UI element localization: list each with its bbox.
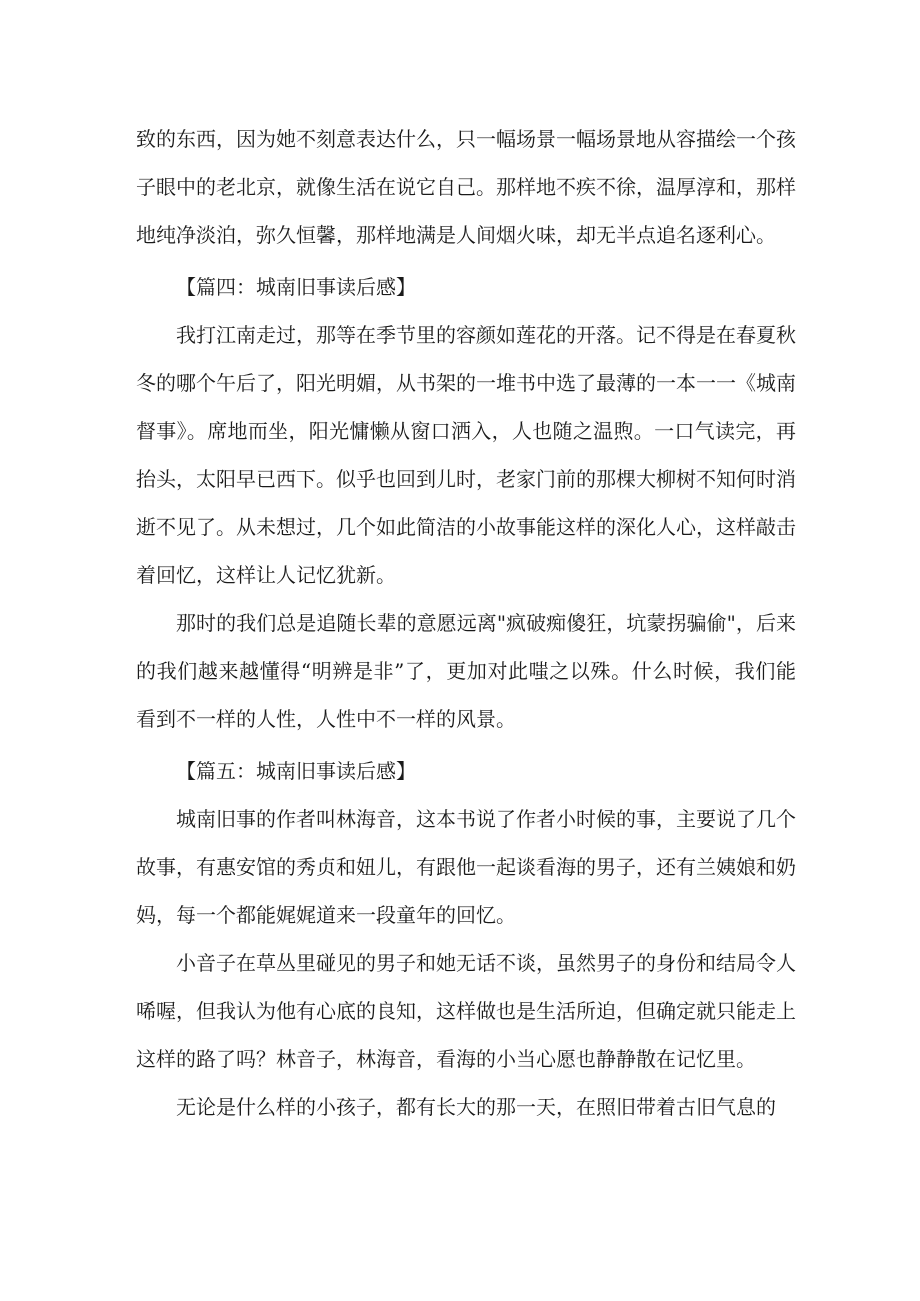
paragraph-continued: 致的东西，因为她不刻意表达什么，只一幅场景一幅场景地从容描绘一个孩子眼中的老北京，就像生活在说它自己。那样地不疾不徐，温厚淳和，那样地纯净淡泊，弥久恒馨，那样地满是人间烟火味，却无半点追名逐利心。 — [136, 127, 796, 247]
document-body — [136, 115, 796, 1131]
section-heading-four: 【篇四：城南旧事读后感】 — [176, 275, 416, 299]
paragraph: 城南旧事的作者叫林海音，这本书说了作者小时候的事，主要说了几个故事，有惠安馆的秀贞和妞儿，有跟他一起谈看海的男子，还有兰姨娘和奶妈，每一个都能娓娓道来一段童年的回忆。 — [136, 807, 796, 927]
paragraph: 我打江南走过，那等在季节里的容颜如莲花的开落。记不得是在春夏秋冬的哪个午后了，阳光明媚，从书架的一堆书中选了最薄的一本一一《城南督事》。席地而坐，阳光慵懒从窗口洒入，人也随之温煦。一口气读完，再抬头，太阳早已西下。似乎也回到儿时，老家门前的那棵大柳树不知何时消逝不见了。从未想过，几个如此简洁的小故事能这样的深化人心，这样敲击着回忆，这样让人记忆犹新。 — [136, 323, 796, 587]
paragraph: 无论是什么样的小孩子，都有长大的那一天，在照旧带着古旧气息的 — [176, 1095, 776, 1119]
paragraph: 那时的我们总是追随长辈的意愿远离"疯破痴傻狂，坑蒙拐骗偷"，后来的我们越来越懂得“明辨是非”了，更加对此嗤之以殊。什么时候，我们能看到不一样的人性，人性中不一样的风景。 — [136, 611, 796, 731]
paragraph: 小音子在草丛里碰见的男子和她无话不谈，虽然男子的身份和结局令人唏喔，但我认为他有心底的良知，这样做也是生活所迫，但确定就只能走上这样的路了吗？林音子，林海音，看海的小当心愿也静静散在记忆里。 — [136, 951, 796, 1071]
section-heading-five: 【篇五：城南旧事读后感】 — [176, 759, 416, 783]
